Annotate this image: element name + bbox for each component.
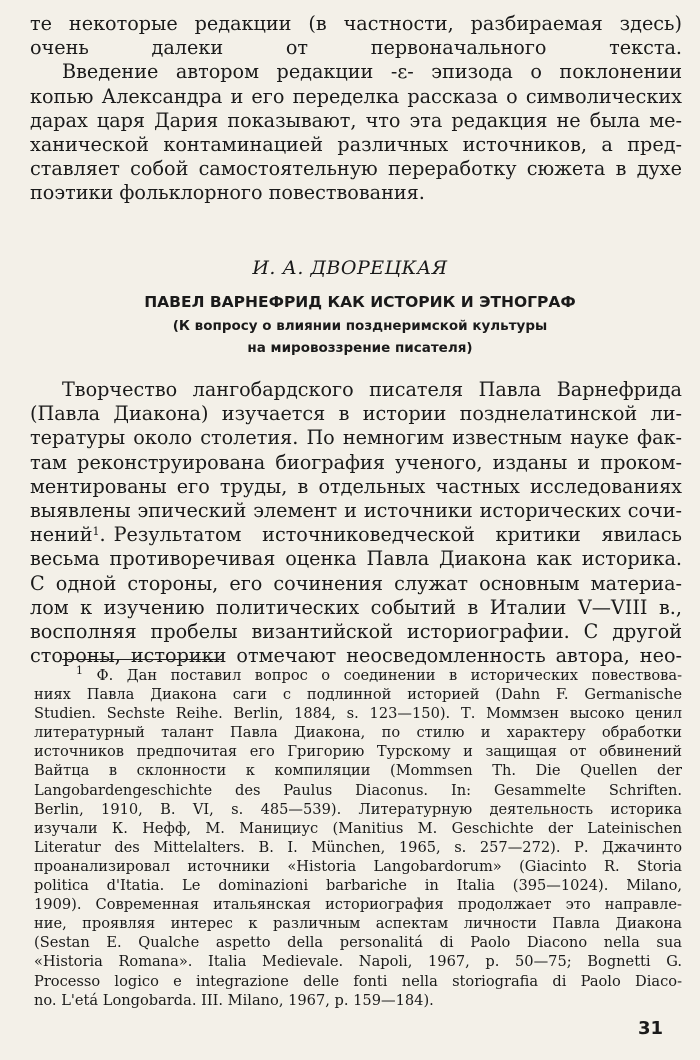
footnote-marker: 1	[76, 664, 83, 677]
text-fragment: нений	[30, 523, 93, 547]
text-line: ментированы его труды, в отдельных частных исследованиях	[30, 474, 682, 498]
text-line: очень далеки от первоначального текста.	[30, 36, 682, 60]
text-fragment: Ф. Дан поставил вопрос о соединении в исторических повествова-	[96, 667, 683, 684]
text-line: Processo logico e integrazione delle fonti nella storiografia di Paolo Diaco-	[34, 972, 682, 990]
text-fragment: нений$^1$.	[30, 523, 106, 547]
text-line: изучали К. Нефф, М. Манициус (Manitius M. Geschichte der Lateinischen	[34, 819, 682, 837]
article-author: И. А. ДВОРЕЦКАЯ	[252, 257, 448, 279]
footnote-separator	[62, 659, 222, 660]
text-line: Literatur des Mittelalters. B. I. München, 1965, s. 257—272). Р. Джачинто	[34, 838, 682, 856]
paragraph-2	[30, 60, 682, 205]
text-line: 1909). Современная итальянская историография продолжает это направле-	[34, 896, 682, 914]
text-line: Langobardengeschichte des Paulus Diaconus. In: Gesammelte Schriften.	[34, 781, 682, 799]
text-line: Вайтца в склонности к компиляции (Mommsen Th. Die Quellen der	[34, 762, 682, 780]
text-line: дарах царя Дария показывают, что эта редакция не была ме-	[30, 108, 682, 132]
text-line: «Historia Romana». Italia Medievale. Napoli, 1967, p. 50—75; Bognetti G.	[34, 953, 682, 971]
text-line: те некоторые редакции (в частности, разбираемая здесь)	[30, 12, 682, 35]
footnote-reference: 1	[92, 525, 100, 539]
text-line: С одной стороны, его сочинения служат основным материа-	[30, 571, 682, 595]
text-line: литературный талант Павла Диакона, по стилю и характеру обработки	[34, 724, 682, 742]
top-text-block	[30, 12, 682, 206]
article-subtitle-line2: на мировоззрение писателя)	[247, 340, 473, 356]
text-line: Berlin, 1910, B. VI, s. 485—539). Литературную деятельность историка	[34, 800, 682, 818]
article-body	[30, 378, 682, 668]
text-line: лом к изучению политических событий в Италии V—VIII в.,	[30, 595, 682, 619]
page-number: 31	[638, 1018, 664, 1039]
footnote	[34, 664, 683, 1010]
continuation-paragraph	[30, 12, 682, 60]
text-line: Studien. Sechste Reihe. Berlin, 1884, s. 123—150). Т. Моммзен высоко ценил	[34, 705, 682, 723]
text-line: Творчество лангобардского писателя Павла Варнефрида	[62, 378, 682, 401]
text-line: восполняя пробелы византийской историографии. С другой	[30, 620, 682, 644]
text-line: ханической контаминацией различных источников, а пред-	[30, 133, 682, 157]
text-line: там реконструирована биография ученого, изданы и проком-	[30, 450, 682, 474]
text-line: ниях Павла Диакона саги с подлинной историей (Dahn F. Germanische	[34, 686, 682, 704]
text-fragment: Результатом источниковедческой критики явилась	[113, 523, 682, 547]
text-line: источников предпочитая его Григорию Турскому и защищая от обвинений	[34, 743, 682, 761]
text-line	[30, 523, 682, 547]
text-line: проанализировал источники «Historia Langobardorum» (Giacinto R. Storia	[34, 857, 682, 875]
text-line: ставляет собой самостоятельную переработку сюжета в духе	[30, 157, 682, 181]
text-line: выявлены эпический элемент и источники исторических сочи-	[30, 499, 682, 523]
text-line: Введение автором редакции -ε- эпизода о поклонении	[62, 60, 682, 84]
text-line: no. L'etá Longobarda. III. Milano, 1967, p. 159—184).	[34, 991, 434, 1009]
text-line: стороны, историки отмечают неосведомленность автора, нео-	[30, 644, 682, 668]
text-line: весьма противоречивая оценка Павла Диакона как историка.	[30, 547, 682, 571]
text-line: копью Александра и его переделка рассказа о символических	[30, 84, 682, 108]
text-line: ние, проявляя интерес к различным аспектам личности Павла Диакона	[34, 915, 682, 933]
text-line	[62, 666, 682, 685]
text-line: (Павла Диакона) изучается в истории позднелатинской ли-	[30, 402, 682, 426]
text-line: politica d'Itatia. Le dominazioni barbariche in Italia (395—1024). Milano,	[34, 877, 682, 895]
article-subtitle-line1: (К вопросу о влиянии позднеримской культуры	[172, 318, 548, 334]
text-line: поэтики фольклорного повествования.	[30, 181, 425, 205]
text-line: тературы около столетия. По немногим известным науке фак-	[30, 426, 682, 450]
article-title: ПАВЕЛ ВАРНЕФРИД КАК ИСТОРИК И ЭТНОГРАФ	[144, 293, 576, 311]
text-line: (Sestan E. Qualche aspetto della personalitá di Paolo Diacono nella sua	[34, 934, 682, 952]
